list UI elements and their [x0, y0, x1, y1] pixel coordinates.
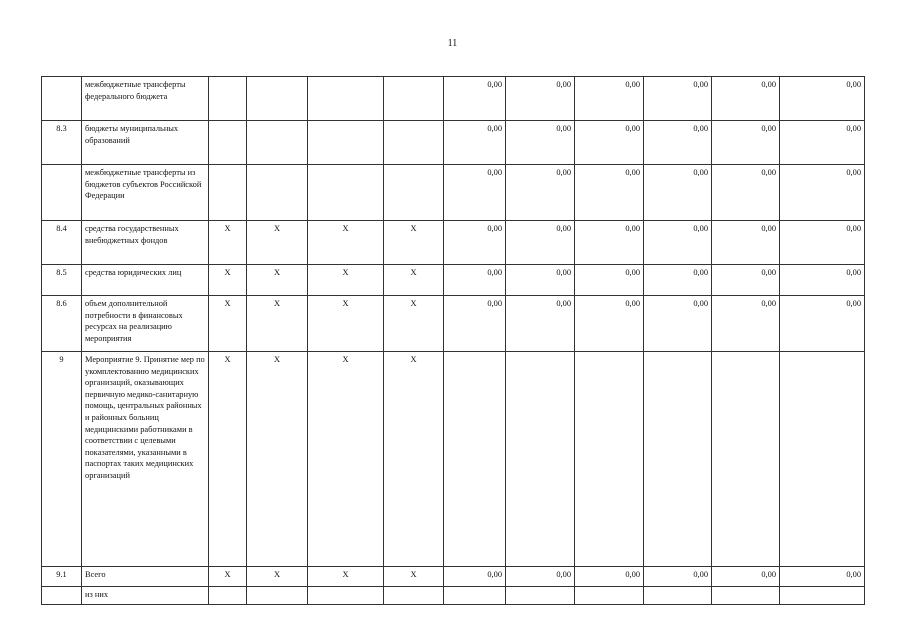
value-cell: 0,00 — [575, 567, 644, 587]
budget-table — [41, 76, 865, 605]
mark-cell: Х — [308, 221, 384, 265]
mark-cell: Х — [384, 221, 444, 265]
row-description: объем дополнительной потребности в финансовых ресурсах на реализацию мероприятия — [82, 296, 209, 352]
value-cell — [644, 352, 712, 567]
value-cell: 0,00 — [506, 77, 575, 121]
mark-cell: Х — [384, 296, 444, 352]
value-cell: 0,00 — [444, 296, 506, 352]
value-cell — [712, 587, 780, 605]
value-cell: 0,00 — [644, 77, 712, 121]
value-cell: 0,00 — [780, 77, 865, 121]
mark-cell: Х — [209, 221, 247, 265]
value-cell: 0,00 — [780, 567, 865, 587]
mark-cell — [384, 587, 444, 605]
mark-cell — [247, 121, 308, 165]
mark-cell: Х — [308, 567, 384, 587]
mark-cell: Х — [384, 352, 444, 567]
value-cell: 0,00 — [712, 567, 780, 587]
value-cell: 0,00 — [712, 221, 780, 265]
value-cell: 0,00 — [444, 165, 506, 221]
value-cell: 0,00 — [444, 265, 506, 296]
row-description: Мероприятие 9. Принятие мер по укомплектованию медицинских организаций, оказывающих первичную медико-санитарную помощь, центральных районных и районных больниц медицинскими работниками в соответствии с целевыми показателями, указанными в паспортах таких медицинских организаций — [82, 352, 209, 567]
table-body — [42, 77, 865, 605]
mark-cell — [209, 121, 247, 165]
mark-cell — [308, 121, 384, 165]
table-row — [42, 77, 865, 121]
value-cell: 0,00 — [644, 165, 712, 221]
mark-cell — [209, 77, 247, 121]
value-cell — [506, 587, 575, 605]
mark-cell — [209, 587, 247, 605]
value-cell: 0,00 — [712, 296, 780, 352]
mark-cell — [308, 587, 384, 605]
mark-cell: Х — [209, 352, 247, 567]
value-cell: 0,00 — [644, 265, 712, 296]
table-row — [42, 221, 865, 265]
value-cell: 0,00 — [444, 221, 506, 265]
value-cell — [575, 352, 644, 567]
value-cell — [780, 352, 865, 567]
mark-cell — [308, 77, 384, 121]
value-cell: 0,00 — [712, 165, 780, 221]
table-row — [42, 587, 865, 605]
mark-cell — [247, 77, 308, 121]
value-cell: 0,00 — [506, 296, 575, 352]
row-description: средства государственных внебюджетных фондов — [82, 221, 209, 265]
value-cell: 0,00 — [444, 77, 506, 121]
row-number: 8.4 — [42, 221, 82, 265]
value-cell: 0,00 — [506, 265, 575, 296]
mark-cell — [209, 165, 247, 221]
page-number: 11 — [447, 38, 458, 49]
value-cell: 0,00 — [644, 567, 712, 587]
mark-cell — [308, 165, 384, 221]
value-cell: 0,00 — [644, 296, 712, 352]
row-number: 9 — [42, 352, 82, 567]
table-row — [42, 352, 865, 567]
value-cell: 0,00 — [506, 121, 575, 165]
mark-cell: Х — [247, 265, 308, 296]
row-number: 8.6 — [42, 296, 82, 352]
row-number: 8.5 — [42, 265, 82, 296]
table-row — [42, 121, 865, 165]
value-cell: 0,00 — [575, 121, 644, 165]
value-cell: 0,00 — [712, 77, 780, 121]
value-cell: 0,00 — [780, 165, 865, 221]
row-description: бюджеты муниципальных образований — [82, 121, 209, 165]
row-description: Всего — [82, 567, 209, 587]
table-row — [42, 165, 865, 221]
value-cell — [444, 352, 506, 567]
value-cell: 0,00 — [575, 77, 644, 121]
value-cell: 0,00 — [506, 567, 575, 587]
value-cell: 0,00 — [780, 265, 865, 296]
mark-cell: Х — [384, 265, 444, 296]
table-row — [42, 265, 865, 296]
value-cell — [780, 587, 865, 605]
value-cell — [575, 587, 644, 605]
value-cell: 0,00 — [444, 121, 506, 165]
mark-cell: Х — [247, 296, 308, 352]
table-row — [42, 567, 865, 587]
mark-cell: Х — [247, 221, 308, 265]
row-number — [42, 165, 82, 221]
mark-cell: Х — [384, 567, 444, 587]
mark-cell: Х — [209, 265, 247, 296]
row-number — [42, 77, 82, 121]
value-cell: 0,00 — [644, 221, 712, 265]
mark-cell — [384, 121, 444, 165]
mark-cell: Х — [247, 352, 308, 567]
value-cell: 0,00 — [575, 296, 644, 352]
value-cell — [644, 587, 712, 605]
mark-cell: Х — [308, 265, 384, 296]
row-number — [42, 587, 82, 605]
value-cell: 0,00 — [712, 265, 780, 296]
value-cell: 0,00 — [575, 265, 644, 296]
mark-cell — [247, 587, 308, 605]
mark-cell: Х — [247, 567, 308, 587]
row-description: средства юридических лиц — [82, 265, 209, 296]
value-cell: 0,00 — [506, 221, 575, 265]
row-description: из них — [82, 587, 209, 605]
mark-cell — [384, 77, 444, 121]
row-description: межбюджетные трансферты из бюджетов субъектов Российской Федерации — [82, 165, 209, 221]
row-number: 9.1 — [42, 567, 82, 587]
value-cell — [712, 352, 780, 567]
value-cell: 0,00 — [780, 221, 865, 265]
mark-cell: Х — [209, 296, 247, 352]
value-cell: 0,00 — [575, 165, 644, 221]
value-cell: 0,00 — [444, 567, 506, 587]
value-cell: 0,00 — [780, 296, 865, 352]
mark-cell: Х — [308, 296, 384, 352]
mark-cell: Х — [209, 567, 247, 587]
value-cell: 0,00 — [780, 121, 865, 165]
value-cell — [444, 587, 506, 605]
value-cell: 0,00 — [712, 121, 780, 165]
mark-cell — [384, 165, 444, 221]
value-cell — [506, 352, 575, 567]
table-row — [42, 296, 865, 352]
mark-cell: Х — [308, 352, 384, 567]
value-cell: 0,00 — [575, 221, 644, 265]
mark-cell — [247, 165, 308, 221]
row-description: межбюджетные трансферты федерального бюджета — [82, 77, 209, 121]
row-number: 8.3 — [42, 121, 82, 165]
value-cell: 0,00 — [506, 165, 575, 221]
value-cell: 0,00 — [644, 121, 712, 165]
